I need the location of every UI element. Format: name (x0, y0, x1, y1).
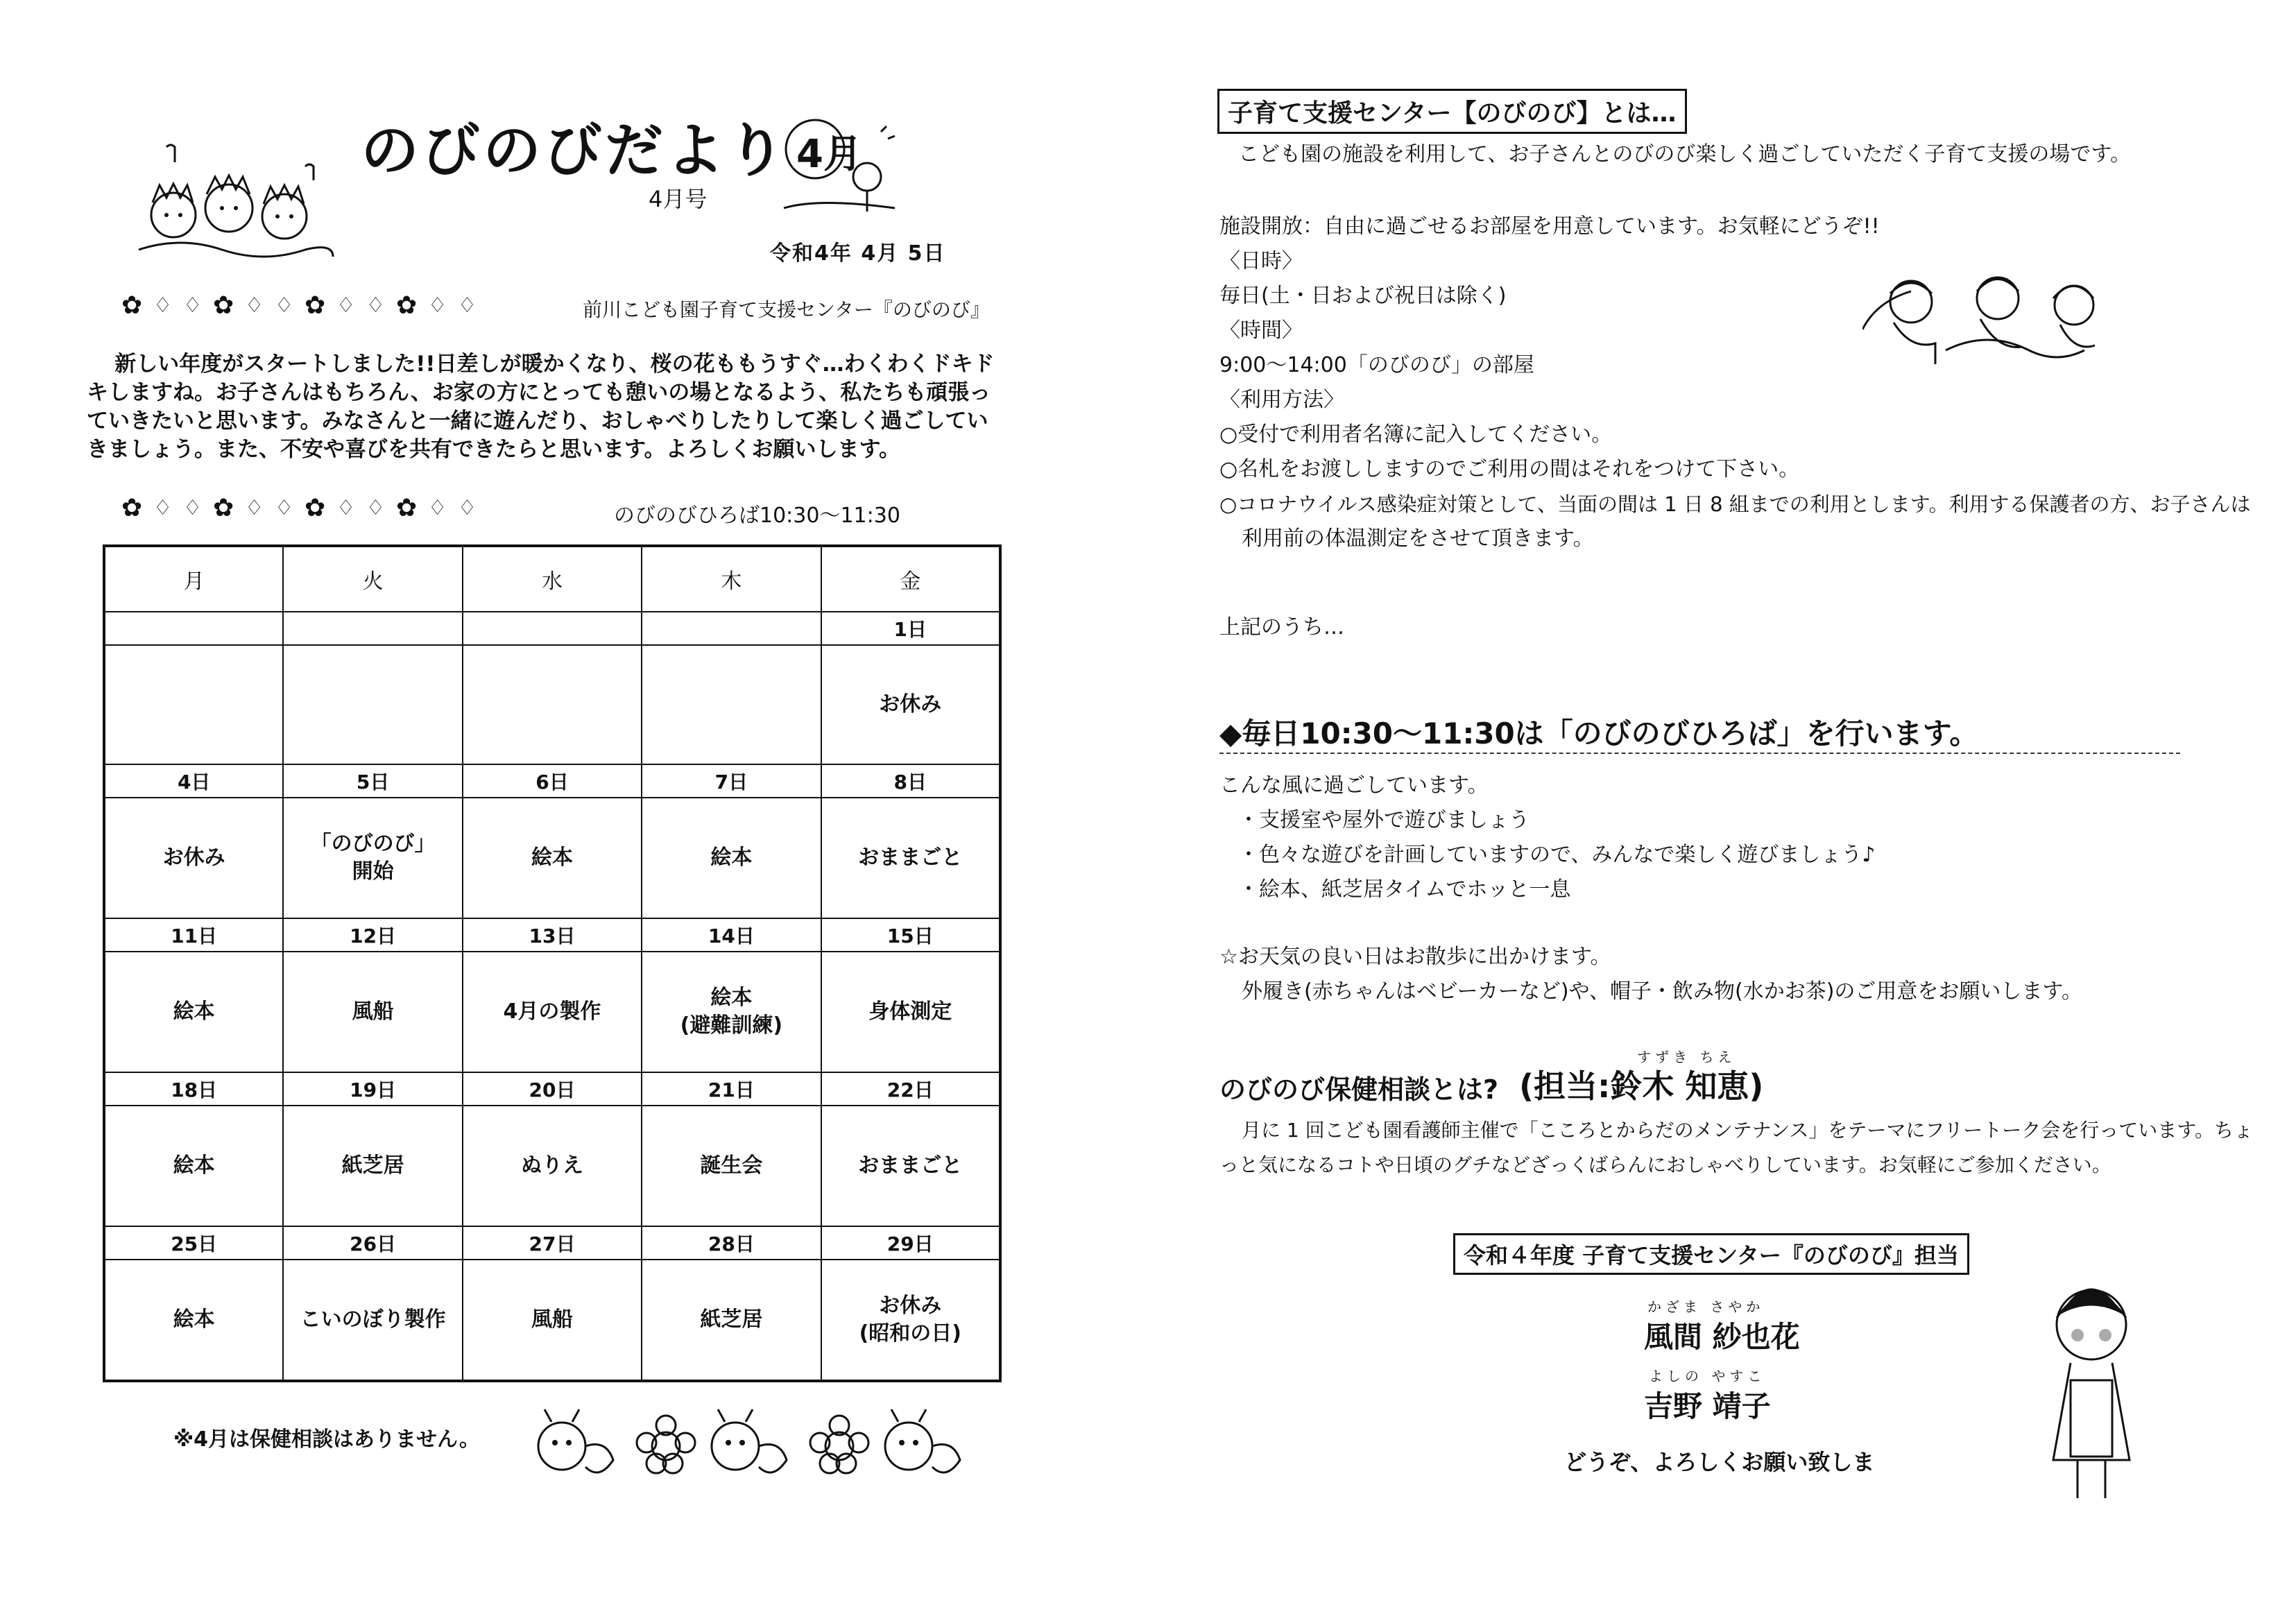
date-cell: 14日 (642, 918, 821, 952)
issue-date: 令和4年 4月 5日 (770, 241, 946, 266)
activity-cell (283, 645, 462, 764)
intro-paragraph: 新しい年度がスタートしました!!日差しが暖かくなり、桜の花ももうすぐ…わくわくドキドキしますね。お子さんはもちろん、お家の方にとっても憩いの場となるよう、私たちも頑張っていきたいと思います。みなさんと一緒に遊んだり、おしゃべりしたりして楽しく過ごしていきましょう。また、不安や喜びを共有できたらと思います。よろしくお願いします。 (87, 352, 995, 462)
usage-item: ○名札をお渡ししますのでご利用の間はそれをつけて下さい。 (1219, 457, 1800, 481)
petal-icon: ♢ (275, 496, 293, 520)
activity-cell: お休み (104, 798, 283, 918)
activity-cell: 4月の製作 (463, 952, 642, 1072)
days-value: 毎日(土・日および祝日は除く) (1219, 284, 1507, 308)
activity-cell: 絵本 (463, 798, 642, 918)
date-cell: 27日 (463, 1226, 642, 1260)
petal-icon: ♢ (458, 496, 477, 520)
date-cell: 1日 (821, 612, 1000, 645)
activity-cell: 紙芝居 (642, 1260, 821, 1381)
activity-cell: ぬりえ (463, 1106, 642, 1226)
health-note: ※4月は保健相談はありません。 (173, 1427, 480, 1452)
walk-note: ☆お天気の良い日はお散歩に出かけます。 (1219, 945, 1611, 969)
date-cell: 18日 (104, 1072, 283, 1106)
staff-ruby: かざま さやか (1647, 1298, 1765, 1315)
days-label: 〈日時〉 (1219, 249, 1303, 273)
time-value: 9:00～14:00「のびのび」の部屋 (1219, 353, 1534, 377)
calendar-table (103, 544, 1002, 1382)
open-info: 施設開放：自由に過ごせるお部屋を用意しています。お気軽にどうぞ!! (1219, 214, 1880, 239)
tulip-illustration (125, 139, 347, 270)
usage-item: 利用前の体温測定をさせて頂きます。 (1242, 526, 1594, 551)
activity-cell: 身体測定 (821, 952, 1000, 1072)
flower-icon: ✿ (121, 291, 143, 320)
activity-cell: 絵本 (642, 798, 821, 918)
activity-cell: お休み (821, 645, 1000, 764)
activity-cell: おままごと (821, 1106, 1000, 1226)
flower-icon: ✿ (212, 291, 234, 320)
date-cell: 21日 (642, 1072, 821, 1106)
usage-item: ○受付で利用者名簿に記入してください。 (1219, 422, 1613, 447)
date-cell: 20日 (463, 1072, 642, 1106)
usage-item: ○コロナウイルス感染症対策として、当面の間は 1 日 8 組までの利用とします。利用する保護者の方、お子さんは (1219, 492, 2251, 516)
date-cell: 28日 (642, 1226, 821, 1260)
calendar-date-row (104, 918, 1000, 952)
children-playing-illustration (1862, 260, 2126, 378)
petal-icon: ♢ (153, 293, 173, 318)
petal-icon: ♢ (336, 293, 356, 318)
petal-icon: ♢ (366, 496, 385, 520)
petal-icon: ♢ (153, 496, 173, 520)
activity-cell: 誕生会 (642, 1106, 821, 1226)
teacher-illustration (2029, 1276, 2154, 1505)
flower-icon: ✿ (395, 494, 418, 522)
petal-icon: ♢ (366, 293, 385, 318)
about-heading: 子育て支援センター【のびのび】とは… (1217, 89, 1687, 134)
petal-icon: ♢ (428, 496, 447, 520)
petal-icon: ♢ (458, 293, 477, 318)
petal-icon: ♢ (245, 496, 264, 520)
usage-label: 〈利用方法〉 (1219, 388, 1344, 412)
badge-text: 4月 (796, 132, 862, 177)
organization-name: 前川こども園子育て支援センター『のびのび』 (583, 298, 990, 321)
activity-cell: こいのぼり製作 (283, 1260, 462, 1381)
activity-cell: 「のびのび」 開始 (283, 798, 462, 918)
plaza-time: のびのびひろば10:30～11:30 (614, 504, 900, 528)
plaza-lead: こんな風に過ごしています。 (1219, 773, 1489, 798)
activity-cell: 絵本 (避難訓練) (642, 952, 821, 1072)
activity-cell: お休み (昭和の日) (821, 1260, 1000, 1381)
divider (1219, 753, 2180, 754)
activity-cell: 絵本 (104, 952, 283, 1072)
plaza-item: ・支援室や屋外で遊びましょう (1238, 808, 1530, 832)
weekday-header: 火 (283, 546, 462, 612)
plaza-item: ・絵本、紙芝居タイムでホッと一息 (1238, 877, 1571, 902)
calendar-date-row (104, 764, 1000, 798)
activity-cell (463, 645, 642, 764)
date-cell (104, 612, 283, 645)
date-cell: 6日 (463, 764, 642, 798)
date-cell: 7日 (642, 764, 821, 798)
flower-icon: ✿ (304, 291, 326, 320)
right-page (1148, 0, 2296, 1623)
activity-cell (104, 645, 283, 764)
bees-flowers-illustration (527, 1405, 978, 1488)
activity-cell: 風船 (463, 1260, 642, 1381)
activity-cell (642, 645, 821, 764)
activity-cell: 絵本 (104, 1106, 283, 1226)
date-cell: 11日 (104, 918, 283, 952)
weekday-header: 木 (642, 546, 821, 612)
activity-cell: 風船 (283, 952, 462, 1072)
flower-icon: ✿ (395, 291, 418, 320)
petal-icon: ♢ (336, 496, 356, 520)
calendar-activity-row (104, 952, 1000, 1072)
petal-icon: ♢ (245, 293, 264, 318)
flower-decoration-row (121, 291, 477, 320)
intro-text (87, 350, 1002, 464)
calendar-activity-row (104, 645, 1000, 764)
closing-text: どうぞ、よろしくお願い致しま (1564, 1449, 1875, 1475)
walk-detail: 外履き(赤ちゃんはベビーカーなど)や、帽子・飲み物(水かお茶)のご用意をお願いします。 (1242, 979, 2083, 1004)
date-cell: 25日 (104, 1226, 283, 1260)
health-heading: のびのび保健相談とは? (1219, 1074, 1499, 1105)
date-cell: 15日 (821, 918, 1000, 952)
weekday-header: 月 (104, 546, 283, 612)
date-cell: 4日 (104, 764, 283, 798)
petal-icon: ♢ (275, 293, 293, 318)
activity-cell: 絵本 (104, 1260, 283, 1381)
date-cell: 19日 (283, 1072, 462, 1106)
date-cell: 12日 (283, 918, 462, 952)
date-cell: 5日 (283, 764, 462, 798)
date-cell: 22日 (821, 1072, 1000, 1106)
flower-icon: ✿ (304, 494, 326, 522)
calendar-date-row (104, 612, 1000, 645)
calendar-header-row (104, 546, 1000, 612)
date-cell: 26日 (283, 1226, 462, 1260)
calendar-date-row (104, 1226, 1000, 1260)
above-note: 上記のうち… (1219, 615, 1344, 639)
plaza-item: ・色々な遊びを計画していますので、みんなで楽しく遊びましょう♪ (1238, 843, 1876, 867)
date-cell: 8日 (821, 764, 1000, 798)
calendar-activity-row (104, 1106, 1000, 1226)
health-charge: (担当:鈴木 知恵) (1519, 1067, 1764, 1105)
staff-heading: 令和４年度 子育て支援センター『のびのび』担当 (1453, 1233, 1969, 1275)
date-cell (642, 612, 821, 645)
health-body: っと気になるコトや日頃のグチなどざっくばらんにおしゃべりしています。お気軽にご参加ください。 (1219, 1153, 2111, 1176)
calendar-activity-row (104, 1260, 1000, 1381)
weekday-header: 金 (821, 546, 1000, 612)
staff-name: 吉野 靖子 (1644, 1389, 1771, 1423)
date-cell (463, 612, 642, 645)
date-cell: 13日 (463, 918, 642, 952)
issue-label: 4月号 (649, 186, 708, 212)
staff-ruby: よしの やすこ (1649, 1368, 1766, 1384)
activity-cell: おままごと (821, 798, 1000, 918)
time-label: 〈時間〉 (1219, 318, 1303, 343)
flower-icon: ✿ (121, 494, 143, 522)
flower-icon: ✿ (212, 494, 234, 522)
petal-icon: ♢ (428, 293, 447, 318)
health-body: 月に 1 回こども園看護師主催で「こころとからだのメンテナンス」をテーマにフリートーク会を行っています。ちょ (1242, 1119, 2254, 1142)
activity-cell: 紙芝居 (283, 1106, 462, 1226)
charge-ruby: すずき ちえ (1637, 1049, 1736, 1065)
newsletter-title: のびのびだより (361, 117, 789, 184)
about-description: こども園の施設を利用して、お子さんとのびのび楽しく過ごしていただく子育て支援の場です。 (1238, 142, 2131, 166)
april-badge (777, 111, 902, 215)
petal-icon: ♢ (183, 293, 202, 318)
weekday-header: 水 (463, 546, 642, 612)
date-cell: 29日 (821, 1226, 1000, 1260)
petal-icon: ♢ (183, 496, 202, 520)
date-cell (283, 612, 462, 645)
plaza-heading: ◆毎日10:30～11:30は「のびのびひろば」を行います。 (1219, 716, 1979, 750)
flower-decoration-row (121, 494, 477, 522)
calendar-date-row (104, 1072, 1000, 1106)
calendar-activity-row (104, 798, 1000, 918)
staff-name: 風間 紗也花 (1644, 1320, 1800, 1354)
